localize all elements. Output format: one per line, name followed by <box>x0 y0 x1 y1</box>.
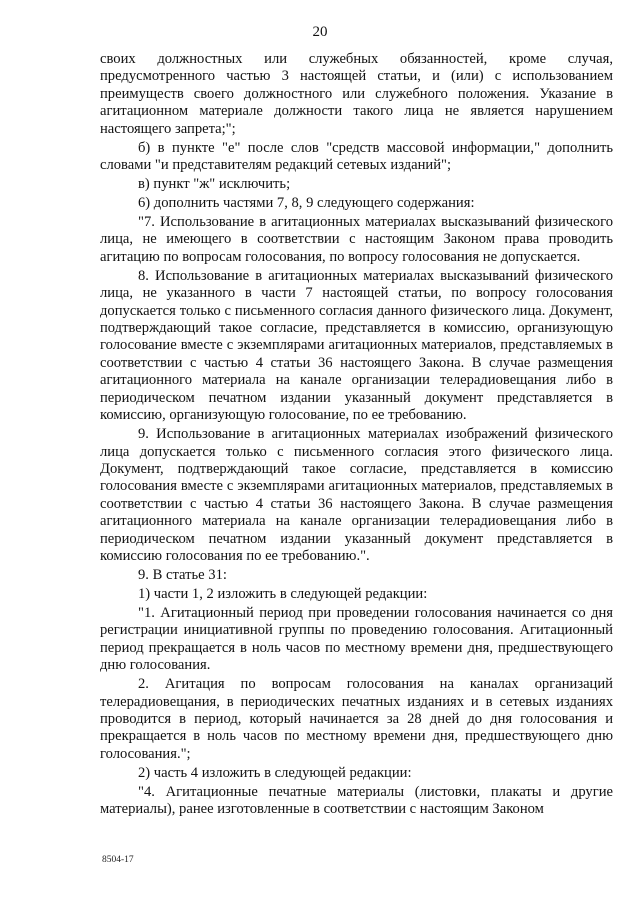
paragraph: 2) часть 4 изложить в следующей редакции: <box>138 764 412 781</box>
paragraph: 6) дополнить частями 7, 8, 9 следующего содержания: <box>138 195 475 212</box>
paragraph: б) в пункте "е" после слов "средств массовой информации," дополнить словами "и представителям редакций сетевых изданий"; <box>100 139 613 174</box>
paragraph: "7. Использование в агитационных материалах высказываний физического лица, не имеющего в соответствии с настоящим Законом права проводить агитацию по вопросам голосования, по вопросу голосования не допускается. <box>100 214 613 265</box>
document-body <box>100 51 613 820</box>
paragraph: "1. Агитационный период при проведении голосования начинается со дня регистрации инициативной группы по проведению голосования. Агитационный период прекращается в ноль часов по местному времени дня, предшествующего дню голосования. <box>100 604 613 674</box>
paragraph: 9. В статье 31: <box>138 566 227 583</box>
paragraph: 9. Использование в агитационных материалах изображений физического лица допускается только с письменного согласия этого физического лица. Документ, подтверждающий такое согласие, представляется в комиссию голосования вместе с экземплярами агитационных материалов, представляемых в соответствии с частью 4 статьи 36 настоящего Закона. В случае размещения агитационного материала на канале организации телерадиовещания либо в периодическом печатном издании указанный документ представляется в комиссию голосования по ее требованию.". <box>100 426 613 564</box>
paragraph: 8. Использование в агитационных материалах высказываний физического лица, не указанного в части 7 настоящей статьи, по вопросу голосования допускается только с письменного согласия данного физического лица. Документ, подтверждающий такое согласие, представляется в комиссию, организующую голосование вместе с экземплярами агитационных материалов, представляемых в соответствии с частью 4 статьи 36 настоящего Закона. В случае размещения агитационного материала на канале организации телерадиовещания либо в периодическом печатном издании указанный документ представляется в комиссию, организующую голосование, по ее требованию. <box>100 267 613 424</box>
paragraph: 1) части 1, 2 изложить в следующей редакции: <box>138 585 428 602</box>
page-number: 20 <box>312 24 328 40</box>
paragraph: 2. Агитация по вопросам голосования на каналах организаций телерадиовещания, в периодических печатных изданиях и в сетевых изданиях проводится в период, который начинается за 28 дней до дня голосования и прекращается в ноль часов по местному времени дня, предшествующего дню голосования."; <box>100 676 613 762</box>
footer-document-code: 8504-17 <box>102 855 134 865</box>
paragraph: в) пункт "ж" исключить; <box>138 176 291 193</box>
paragraph: своих должностных или служебных обязанностей, кроме случая, предусмотренного частью 3 настоящей статьи, и (или) с использованием преимуществ своего должностного или служебного положения. Указание в агитационном материале должности такого лица не является нарушением настоящего запрета;"; <box>100 51 613 137</box>
paragraph: "4. Агитационные печатные материалы (листовки, плакаты и другие материалы), ранее изготовленные в соответствии с настоящим Законом <box>100 783 613 818</box>
